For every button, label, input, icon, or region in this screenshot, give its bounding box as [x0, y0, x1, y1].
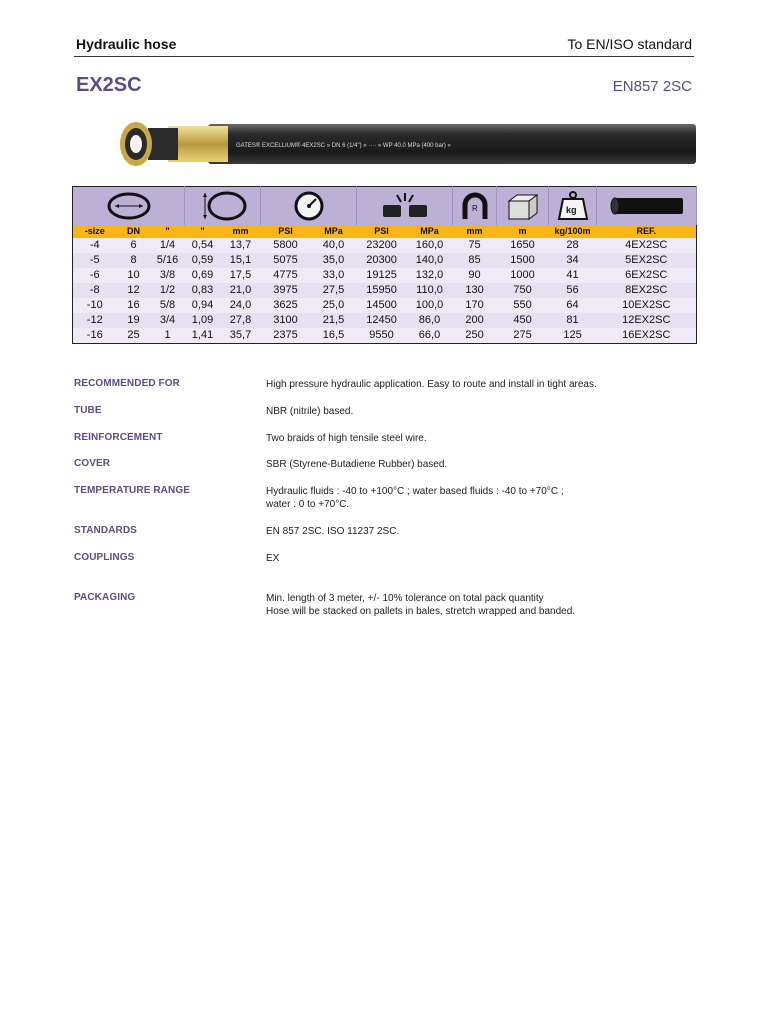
table-cell: 750: [497, 283, 549, 298]
table-cell: 1000: [497, 268, 549, 283]
table-cell: 3/8: [151, 268, 185, 283]
table-cell: 12EX2SC: [597, 313, 697, 328]
table-cell: 160,0: [407, 238, 453, 253]
svg-text:kg: kg: [565, 205, 577, 215]
table-cell: 90: [453, 268, 497, 283]
unit-header: ": [185, 225, 221, 238]
table-cell: 275: [497, 328, 549, 344]
property-label: REINFORCEMENT: [74, 432, 163, 443]
table-cell: 4EX2SC: [597, 238, 697, 253]
table-row: [73, 253, 697, 268]
table-cell: 75: [453, 238, 497, 253]
table-cell: -12: [73, 313, 117, 328]
units-row: [73, 225, 697, 238]
table-cell: 10EX2SC: [597, 298, 697, 313]
unit-header: PSI: [357, 225, 407, 238]
table-cell: 17,5: [221, 268, 261, 283]
table-cell: 2375: [261, 328, 311, 344]
table-cell: 66,0: [407, 328, 453, 344]
table-row: [73, 298, 697, 313]
table-row: [73, 313, 697, 328]
page-header: [74, 34, 694, 57]
burst-hose-icon: [357, 187, 453, 226]
table-cell: 14500: [357, 298, 407, 313]
table-cell: 3100: [261, 313, 311, 328]
property-value: High pressure hydraulic application. Easy to route and install in tight areas.: [266, 379, 597, 390]
table-row: [73, 238, 697, 253]
table-cell: 1/2: [151, 283, 185, 298]
property-value: Min. length of 3 meter, +/- 10% tolerance on total pack quantity Hose will be stacked on pallets in bales, stretch wrapped and banded.: [266, 593, 576, 617]
unit-header: -size: [73, 225, 117, 238]
outer-diameter-icon: [185, 187, 261, 226]
table-cell: 3625: [261, 298, 311, 313]
table-cell: 5800: [261, 238, 311, 253]
table-cell: 12450: [357, 313, 407, 328]
table-cell: 250: [453, 328, 497, 344]
table-cell: 23200: [357, 238, 407, 253]
product-model: EX2SC: [76, 74, 142, 96]
table-cell: 5/8: [151, 298, 185, 313]
unit-header: ": [151, 225, 185, 238]
table-cell: 5EX2SC: [597, 253, 697, 268]
unit-header: MPa: [311, 225, 357, 238]
table-cell: 16EX2SC: [597, 328, 697, 344]
weight-icon: [549, 187, 597, 226]
unit-header: REF.: [597, 225, 697, 238]
table-cell: 15,1: [221, 253, 261, 268]
table-cell: 19: [117, 313, 151, 328]
table-row: [73, 268, 697, 283]
pressure-gauge-icon: [261, 187, 357, 226]
hose-ref-icon: [597, 187, 697, 226]
property-label: STANDARDS: [74, 525, 137, 536]
table-cell: 0,54: [185, 238, 221, 253]
svg-text:R: R: [471, 204, 478, 213]
inner-diameter-icon: [73, 187, 185, 226]
table-cell: 20300: [357, 253, 407, 268]
property-label: PACKAGING: [74, 592, 136, 603]
table-cell: 1650: [497, 238, 549, 253]
table-cell: 19125: [357, 268, 407, 283]
property-value: SBR (Styrene-Butadiene Rubber) based.: [266, 459, 448, 470]
spec-table-body: [73, 238, 697, 344]
property-label: TUBE: [74, 405, 102, 416]
table-cell: 10: [117, 268, 151, 283]
table-cell: 3/4: [151, 313, 185, 328]
table-cell: 100,0: [407, 298, 453, 313]
product-type: Hydraulic hose: [76, 36, 177, 52]
hose-print-text: GATES® EXCELLIUM® 4EX2SC » DN 6 (1/4") » ···· » WP 40.0 MPa (400 bar) »: [236, 143, 451, 149]
table-cell: 34: [549, 253, 597, 268]
unit-header: m: [497, 225, 549, 238]
table-cell: 25: [117, 328, 151, 344]
table-cell: -16: [73, 328, 117, 344]
table-cell: 86,0: [407, 313, 453, 328]
table-cell: 81: [549, 313, 597, 328]
standard-class: 2SC: [662, 78, 692, 95]
icon-row: [73, 187, 697, 226]
table-cell: 1/4: [151, 238, 185, 253]
spec-table: [72, 186, 697, 344]
table-cell: 450: [497, 313, 549, 328]
table-cell: 8: [117, 253, 151, 268]
table-row: [73, 328, 697, 344]
table-cell: 125: [549, 328, 597, 344]
table-cell: 56: [549, 283, 597, 298]
table-cell: 140,0: [407, 253, 453, 268]
table-cell: 27,5: [311, 283, 357, 298]
table-cell: 21,0: [221, 283, 261, 298]
table-cell: 1: [151, 328, 185, 344]
table-cell: 24,0: [221, 298, 261, 313]
table-cell: 35,0: [311, 253, 357, 268]
table-cell: -6: [73, 268, 117, 283]
property-value: Hydraulic fluids : -40 to +100°C ; water based fluids : -40 to +70°C ; water : 0 to +70°C.: [266, 486, 564, 510]
property-value: EN 857 2SC. ISO 11237 2SC.: [266, 526, 400, 537]
table-row: [73, 283, 697, 298]
table-cell: 4775: [261, 268, 311, 283]
table-cell: 35,7: [221, 328, 261, 344]
table-cell: -10: [73, 298, 117, 313]
table-cell: 6EX2SC: [597, 268, 697, 283]
table-cell: 21,5: [311, 313, 357, 328]
property-label: COVER: [74, 458, 111, 469]
table-cell: 15950: [357, 283, 407, 298]
unit-header: PSI: [261, 225, 311, 238]
unit-header: kg/100m: [549, 225, 597, 238]
unit-header: mm: [453, 225, 497, 238]
table-cell: 8EX2SC: [597, 283, 697, 298]
table-cell: 6: [117, 238, 151, 253]
property-value: NBR (nitrile) based.: [266, 406, 354, 417]
table-cell: 0,83: [185, 283, 221, 298]
unit-header: DN: [117, 225, 151, 238]
table-cell: 0,59: [185, 253, 221, 268]
property-label: TEMPERATURE RANGE: [74, 485, 190, 496]
unit-header: mm: [221, 225, 261, 238]
table-cell: 1500: [497, 253, 549, 268]
standard-code-main: EN857: [612, 78, 659, 95]
table-cell: 16,5: [311, 328, 357, 344]
table-cell: 0,69: [185, 268, 221, 283]
table-cell: 5075: [261, 253, 311, 268]
property-value: EX: [266, 553, 280, 564]
table-cell: 5/16: [151, 253, 185, 268]
bend-radius-icon: [453, 187, 497, 226]
table-cell: 64: [549, 298, 597, 313]
table-cell: 12: [117, 283, 151, 298]
box-length-icon: [497, 187, 549, 226]
hose-image: [118, 120, 696, 168]
table-cell: -8: [73, 283, 117, 298]
table-cell: 130: [453, 283, 497, 298]
table-cell: 27,8: [221, 313, 261, 328]
table-cell: 1,09: [185, 313, 221, 328]
table-cell: 25,0: [311, 298, 357, 313]
table-cell: 0,94: [185, 298, 221, 313]
table-cell: 1,41: [185, 328, 221, 344]
table-cell: -4: [73, 238, 117, 253]
table-cell: 13,7: [221, 238, 261, 253]
table-cell: 16: [117, 298, 151, 313]
table-cell: 550: [497, 298, 549, 313]
property-label: RECOMMENDED FOR: [74, 378, 180, 389]
table-cell: 132,0: [407, 268, 453, 283]
table-cell: 9550: [357, 328, 407, 344]
table-cell: 110,0: [407, 283, 453, 298]
property-label: COUPLINGS: [74, 552, 135, 563]
table-cell: 41: [549, 268, 597, 283]
table-cell: 33,0: [311, 268, 357, 283]
standard-note: To EN/ISO standard: [567, 36, 692, 52]
property-value: Two braids of high tensile steel wire.: [266, 433, 427, 444]
table-cell: 85: [453, 253, 497, 268]
standard-code: [613, 78, 692, 95]
table-cell: 40,0: [311, 238, 357, 253]
table-cell: -5: [73, 253, 117, 268]
table-cell: 170: [453, 298, 497, 313]
table-cell: 200: [453, 313, 497, 328]
table-cell: 3975: [261, 283, 311, 298]
table-cell: 28: [549, 238, 597, 253]
unit-header: MPa: [407, 225, 453, 238]
